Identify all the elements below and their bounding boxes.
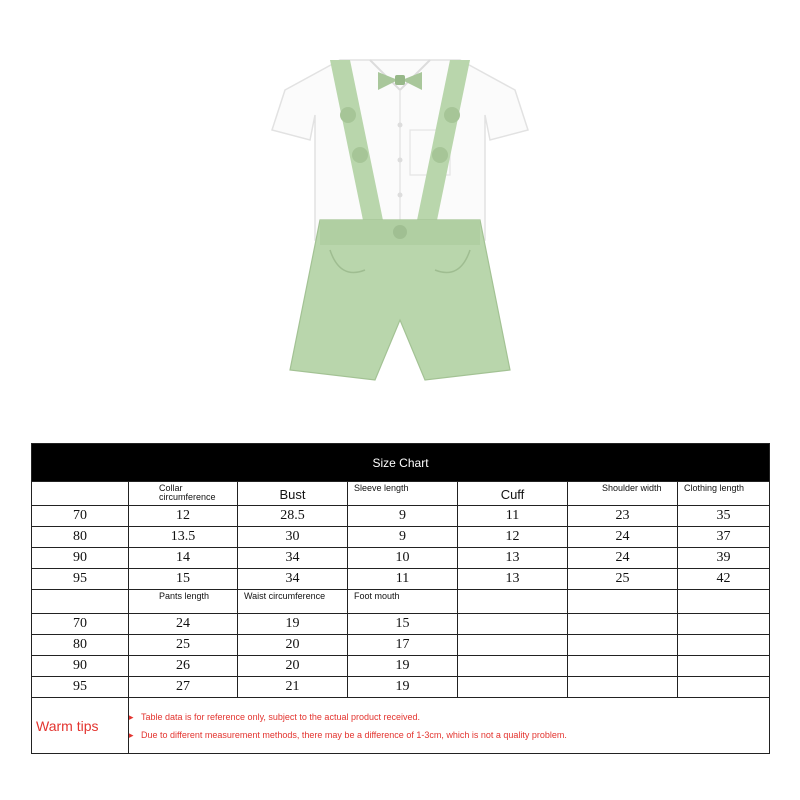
tip-line: ▸ Table data is for reference only, subject to the actual product received. (137, 708, 769, 726)
tip-line: ▸ Due to different measurement methods, there may be a difference of 1-3cm, which is not a quality problem. (137, 726, 769, 744)
empty-cell (678, 590, 770, 614)
empty-cell (678, 614, 770, 635)
value-cell: 24 (568, 548, 678, 569)
value-cell: 19 (348, 656, 458, 677)
warm-tips-label: Warm tips (32, 698, 129, 754)
value-cell: 9 (348, 527, 458, 548)
value-cell: 10 (348, 548, 458, 569)
value-cell: 12 (458, 527, 568, 548)
empty-cell (568, 677, 678, 698)
size-cell: 80 (32, 527, 129, 548)
header-pants-length: Pants length (129, 590, 238, 614)
value-cell: 27 (129, 677, 238, 698)
value-cell: 14 (129, 548, 238, 569)
header-foot-mouth: Foot mouth (348, 590, 458, 614)
bottom-header-row (32, 590, 770, 614)
header-bust: Bust (238, 482, 348, 506)
header-waist: Waist circumference (238, 590, 348, 614)
empty-cell (458, 677, 568, 698)
size-cell: 70 (32, 614, 129, 635)
value-cell: 19 (348, 677, 458, 698)
size-cell: 95 (32, 677, 129, 698)
header-collar: Collar circumference (129, 482, 238, 506)
value-cell: 13.5 (129, 527, 238, 548)
empty-cell (568, 656, 678, 677)
value-cell: 25 (568, 569, 678, 590)
value-cell: 24 (129, 614, 238, 635)
value-cell: 30 (238, 527, 348, 548)
value-cell: 20 (238, 635, 348, 656)
header-clothing-length: Clothing length (678, 482, 770, 506)
value-cell: 15 (129, 569, 238, 590)
size-cell: 70 (32, 506, 129, 527)
value-cell: 11 (348, 569, 458, 590)
chart-title: Size Chart (32, 444, 770, 482)
header-sleeve: Sleeve length (348, 482, 458, 506)
value-cell: 42 (678, 569, 770, 590)
value-cell: 26 (129, 656, 238, 677)
value-cell: 34 (238, 548, 348, 569)
shorts (290, 220, 510, 380)
value-cell: 20 (238, 656, 348, 677)
value-cell: 24 (568, 527, 678, 548)
table-row (32, 656, 770, 677)
value-cell: 39 (678, 548, 770, 569)
empty-cell (678, 656, 770, 677)
value-cell: 17 (348, 635, 458, 656)
header-shoulder: Shoulder width (568, 482, 678, 506)
header-cell (32, 482, 129, 506)
empty-cell (568, 614, 678, 635)
size-cell: 80 (32, 635, 129, 656)
empty-cell (458, 656, 568, 677)
table-row (32, 527, 770, 548)
value-cell: 13 (458, 548, 568, 569)
table-row (32, 506, 770, 527)
value-cell: 15 (348, 614, 458, 635)
empty-cell (678, 677, 770, 698)
value-cell: 19 (238, 614, 348, 635)
value-cell: 37 (678, 527, 770, 548)
value-cell: 13 (458, 569, 568, 590)
value-cell: 9 (348, 506, 458, 527)
top-header-row (32, 482, 770, 506)
value-cell: 25 (129, 635, 238, 656)
value-cell: 35 (678, 506, 770, 527)
value-cell: 28.5 (238, 506, 348, 527)
value-cell: 23 (568, 506, 678, 527)
shirt (272, 60, 528, 240)
table-row (32, 635, 770, 656)
empty-cell (458, 635, 568, 656)
table-row (32, 677, 770, 698)
table-row (32, 614, 770, 635)
empty-cell (568, 635, 678, 656)
size-cell: 95 (32, 569, 129, 590)
size-cell: 90 (32, 548, 129, 569)
empty-cell (458, 590, 568, 614)
empty-cell (458, 614, 568, 635)
warm-tips-row (32, 698, 770, 754)
header-cell (32, 590, 129, 614)
value-cell: 12 (129, 506, 238, 527)
table-row (32, 569, 770, 590)
value-cell: 34 (238, 569, 348, 590)
value-cell: 11 (458, 506, 568, 527)
size-chart-table (31, 443, 770, 754)
table-row (32, 548, 770, 569)
header-cuff: Cuff (458, 482, 568, 506)
empty-cell (568, 590, 678, 614)
product-image (260, 30, 540, 410)
warm-tips-text (129, 698, 770, 754)
empty-cell (678, 635, 770, 656)
value-cell: 21 (238, 677, 348, 698)
size-cell: 90 (32, 656, 129, 677)
